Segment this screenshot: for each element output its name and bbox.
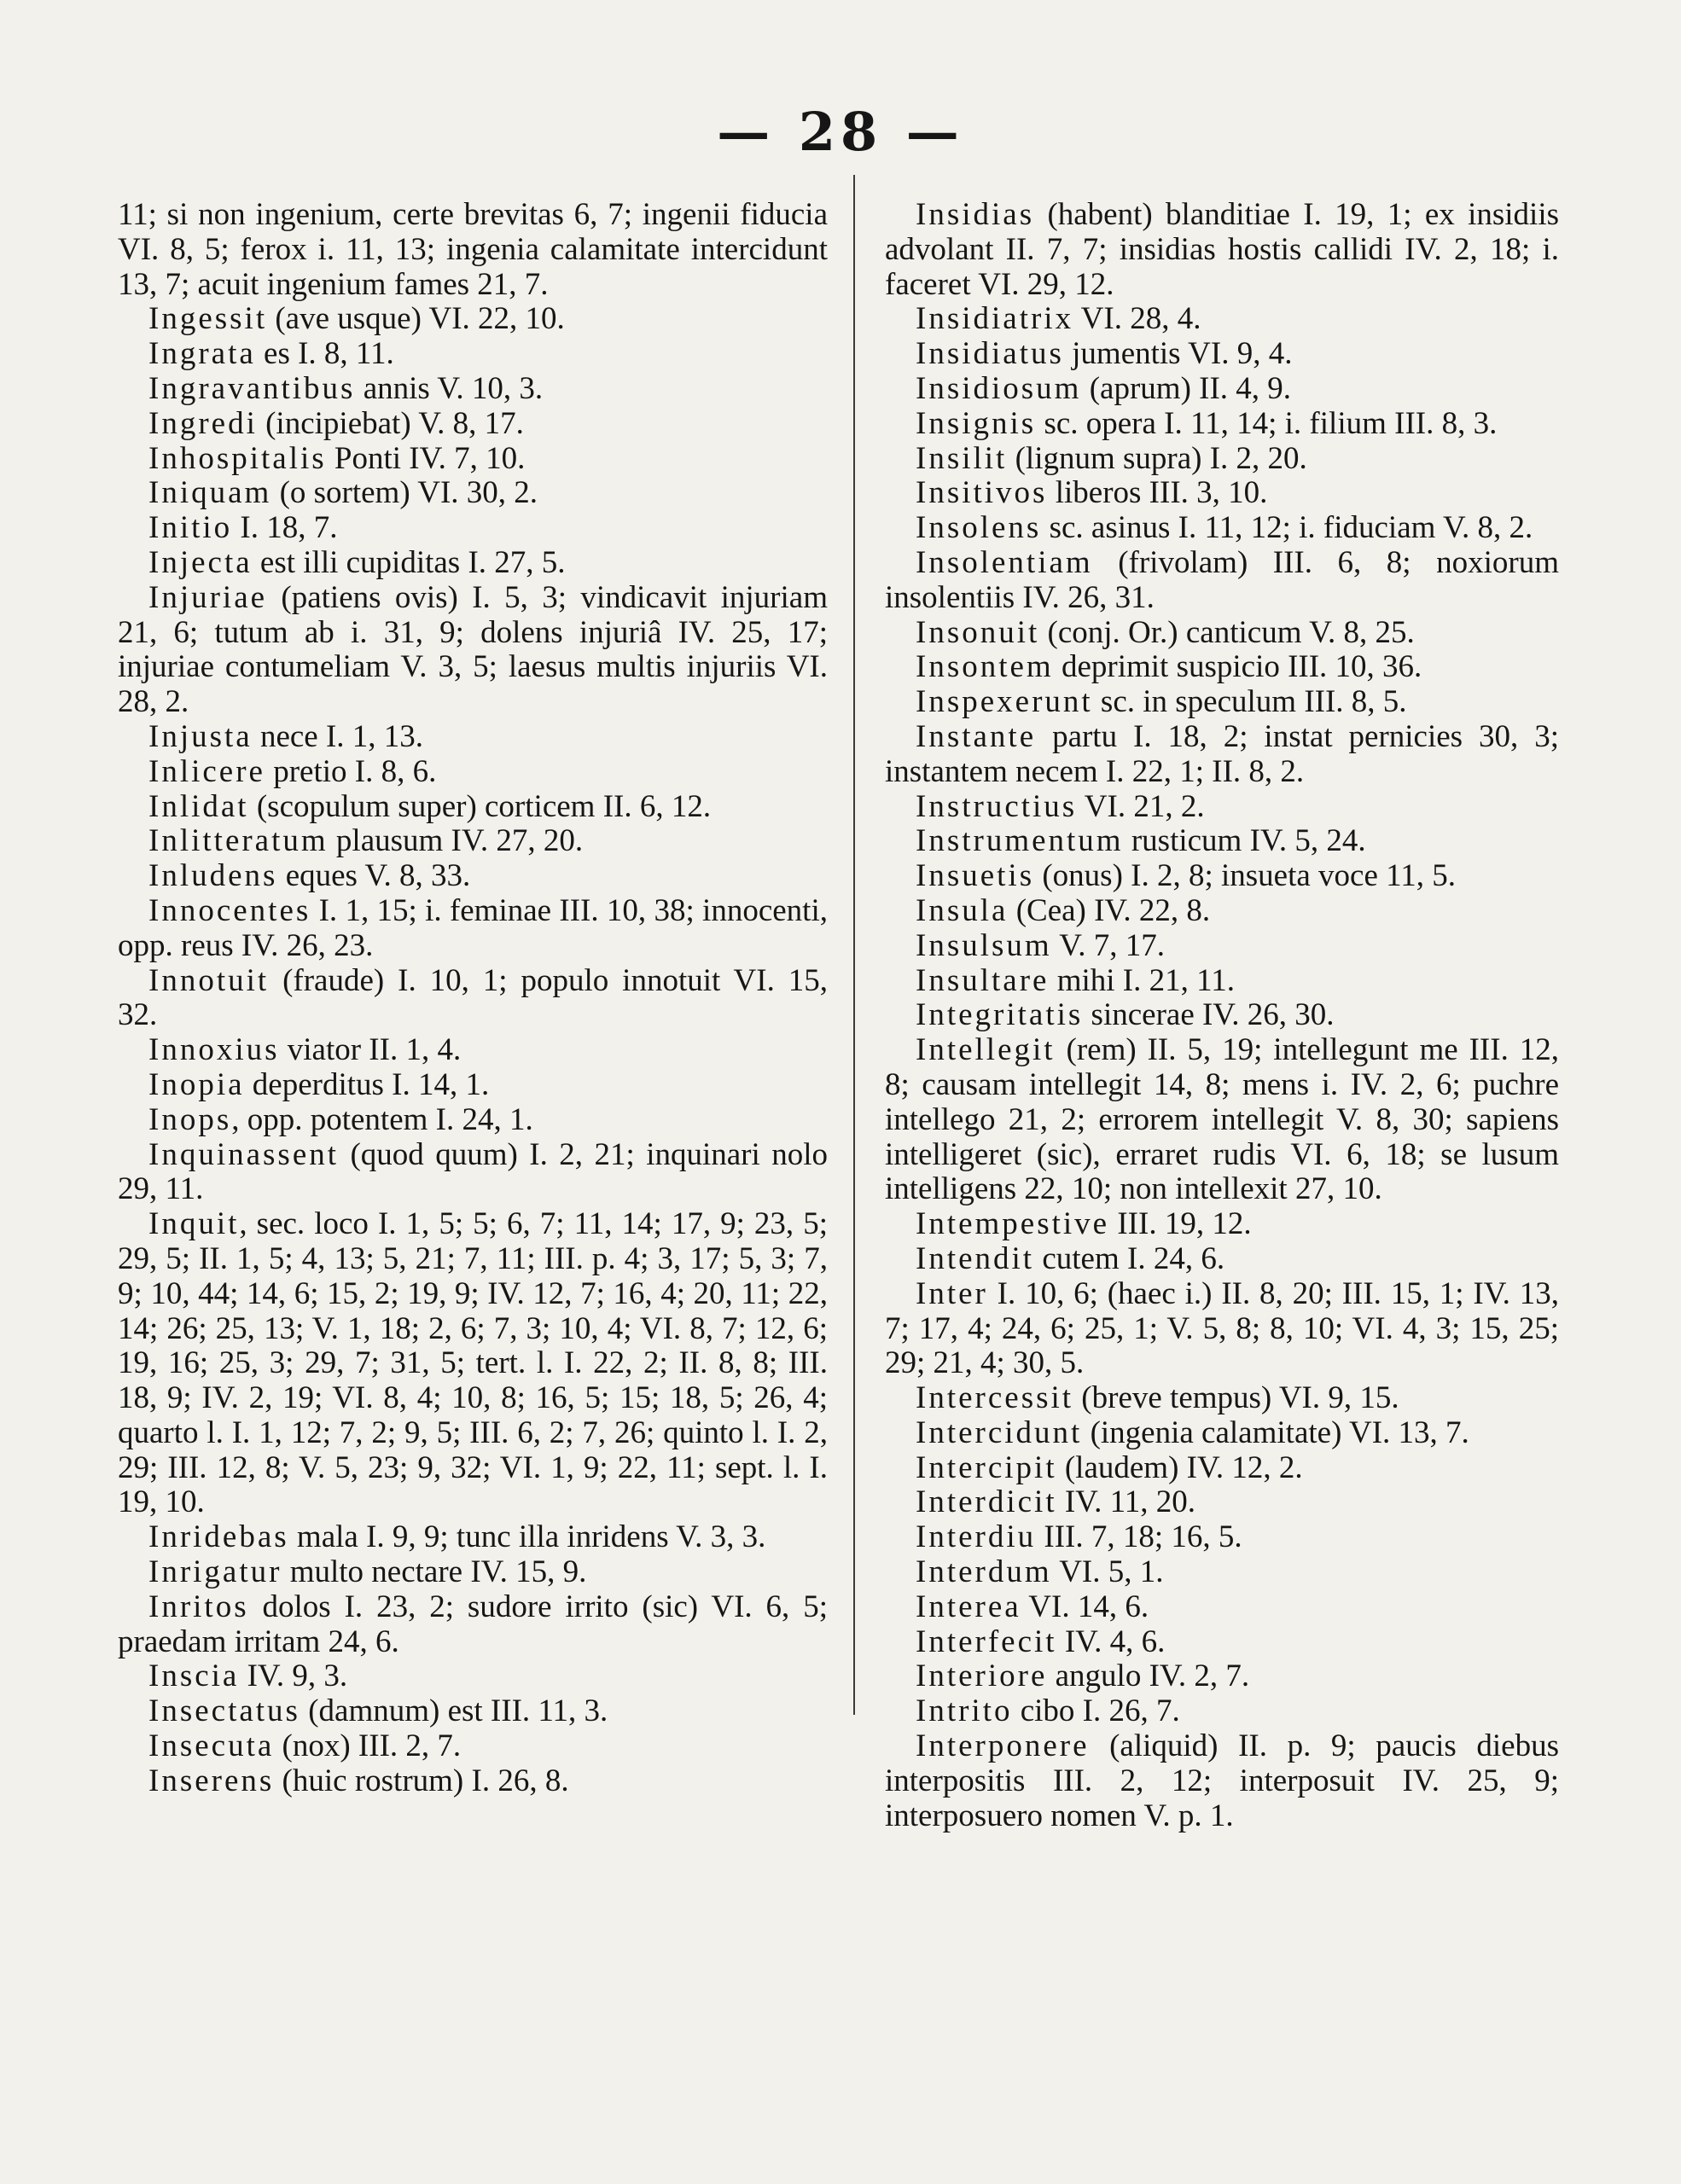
headword: Integritatis bbox=[916, 997, 1084, 1033]
headword: Insignis bbox=[916, 405, 1037, 441]
entry-text: mala I. 9, 9; tunc illa inridens V. 3, 3. bbox=[288, 1519, 766, 1555]
headword: Interponere bbox=[916, 1728, 1090, 1764]
headword: Insectatus bbox=[148, 1693, 300, 1729]
entry-text: (ingenia calamitate) VI. 13, 7. bbox=[1082, 1414, 1469, 1450]
index-column-right bbox=[885, 198, 1559, 1833]
index-entry bbox=[885, 1590, 1559, 1625]
index-entry bbox=[118, 1555, 828, 1590]
index-entry bbox=[885, 372, 1559, 407]
index-entry bbox=[118, 546, 828, 581]
page-number: — 28 — bbox=[717, 101, 964, 163]
entry-text: plausum IV. 27, 20. bbox=[328, 823, 584, 859]
entry-text: (conj. Or.) canticum V. 8, 25. bbox=[1039, 614, 1415, 650]
index-entry bbox=[118, 1103, 828, 1138]
entry-text: (scopulum super) corticem II. 6, 12. bbox=[248, 788, 712, 824]
index-entry bbox=[118, 964, 828, 1034]
entry-text: sincerae IV. 26, 30. bbox=[1083, 997, 1335, 1033]
headword: Insula bbox=[916, 892, 1009, 928]
headword: Insecuta bbox=[148, 1728, 275, 1764]
headword: Instante bbox=[916, 718, 1037, 754]
index-entry bbox=[118, 1729, 828, 1764]
headword: Intrito bbox=[916, 1693, 1013, 1729]
headword: Innotuit bbox=[148, 962, 270, 998]
entry-text: es I. 8, 11. bbox=[255, 336, 394, 372]
headword: Initio bbox=[148, 510, 233, 546]
entry-text: I. 10, 6; (haec i.) II. 8, 20; III. 15, 1; IV. 13, 7; 17, 4; 24, 6; 25, 1; V. 5, 8; 8, 10; VI. 4, 3; 15, 25; 29; 21, 4; 30, 5. bbox=[885, 1275, 1559, 1381]
index-entry bbox=[118, 790, 828, 825]
entry-text: (onus) I. 2, 8; insueta voce 11, 5. bbox=[1034, 858, 1457, 894]
index-entry bbox=[118, 1764, 828, 1799]
headword: Insultare bbox=[916, 962, 1050, 998]
entry-text: partu I. 18, 2; instat pernicies 30, 3; instantem necem I. 22, 1; II. 8, 2. bbox=[885, 718, 1559, 789]
entry-text: annis V. 10, 3. bbox=[355, 370, 544, 406]
entry-text: III. 19, 12. bbox=[1109, 1206, 1252, 1242]
index-entry bbox=[118, 1033, 828, 1068]
index-entry bbox=[118, 1590, 828, 1660]
entry-text: (ave usque) VI. 22, 10. bbox=[267, 301, 565, 337]
headword: Interfecit bbox=[916, 1623, 1057, 1659]
entry-text: dolos I. 23, 2; sudore irrito (sic) VI. 6, 5; praedam irritam 24, 6. bbox=[118, 1589, 828, 1659]
headword: Insulsum bbox=[916, 927, 1052, 963]
index-entry bbox=[885, 929, 1559, 964]
headword: Insidias bbox=[916, 197, 1035, 232]
index-entry bbox=[885, 546, 1559, 616]
headword: Inspexerunt bbox=[916, 684, 1093, 720]
index-entry bbox=[118, 1520, 828, 1555]
headword: Inquinassent bbox=[148, 1136, 340, 1172]
index-entry bbox=[885, 1207, 1559, 1242]
headword: Interdum bbox=[916, 1554, 1052, 1590]
index-entry bbox=[118, 407, 828, 442]
entry-text: (patiens ovis) I. 5, 3; vindicavit injuriam 21, 6; tutum ab i. 31, 9; dolens injuriâ IV. 25, 17; injuriae contumeliam V. 3, 5; laesus multis injuriis VI. 28, 2. bbox=[118, 579, 828, 720]
headword: Inlidat bbox=[148, 788, 249, 824]
index-entry bbox=[118, 372, 828, 407]
entry-text: , sec. loco I. 1, 5; 5; 6, 7; 11, 14; 17, 9; 23, 5; 29, 5; II. 1, 5; 4, 13; 5, 21; 7, 11; III. p. 4; 3, 17; 5, 3; 7, 9; 10, 44; 14, 6; 15, 2; 19, 9; IV. 12, 7; 16, 4; 20, 11; 22, 14; 26; 25, 13; V. 1, 18; 2, 6; 7, 3; 10, 4; VI. 8, 7; 12, 6; 19, 16; 25, 3; 29, 7; 31, 5; tert. l. I. 22, 2; II. 8, 8; III. 18, 9; IV. 2, 19; VI. 8, 4; 10, 8; 16, 5; 15; 18, 5; 26, 4; quarto l. I. 1, 12; 7, 2; 9, 5; III. 6, 2; 7, 26; quinto l. I. 2, 29; III. 12, 8; V. 5, 23; 9, 32; VI. 1, 9; 22, 11; sept. l. I. 19, 10. bbox=[118, 1206, 828, 1520]
entry-text: (Cea) IV. 22, 8. bbox=[1008, 892, 1211, 928]
index-entry bbox=[885, 998, 1559, 1033]
index-entry bbox=[885, 1033, 1559, 1207]
index-entry bbox=[118, 302, 828, 337]
entry-text: pretio I. 8, 6. bbox=[265, 753, 437, 789]
entry-text: nece I. 1, 13. bbox=[252, 718, 424, 754]
index-entry bbox=[885, 894, 1559, 929]
index-entry bbox=[885, 1625, 1559, 1660]
headword: Intercessit bbox=[916, 1380, 1074, 1416]
entry-text: sc. opera I. 11, 14; i. filium III. 8, 3. bbox=[1036, 405, 1498, 441]
index-entry bbox=[118, 1207, 828, 1520]
headword: Inritos bbox=[148, 1589, 249, 1624]
headword: Ingredi bbox=[148, 405, 258, 441]
index-entry bbox=[885, 1520, 1559, 1555]
index-entry bbox=[118, 894, 828, 964]
entry-text: angulo IV. 2, 7. bbox=[1047, 1658, 1250, 1694]
headword: Ingravantibus bbox=[148, 370, 356, 406]
headword: Instructius bbox=[916, 788, 1078, 824]
headword: Inrigatur bbox=[148, 1554, 282, 1590]
index-entry bbox=[885, 198, 1559, 302]
index-entry bbox=[885, 1659, 1559, 1694]
entry-text: V. 7, 17. bbox=[1051, 927, 1165, 963]
index-entry bbox=[885, 337, 1559, 372]
headword: Injecta bbox=[148, 544, 253, 580]
headword: Innocentes bbox=[148, 892, 311, 928]
index-entry bbox=[885, 720, 1559, 790]
headword: Insonuit bbox=[916, 614, 1040, 650]
entry-text: VI. 5, 1. bbox=[1051, 1554, 1164, 1590]
headword: Instrumentum bbox=[916, 823, 1124, 859]
column-divider bbox=[853, 175, 855, 1715]
headword: Intercidunt bbox=[916, 1414, 1083, 1450]
headword: Insolens bbox=[916, 510, 1042, 546]
index-entry bbox=[885, 1485, 1559, 1520]
entry-text: mihi I. 21, 11. bbox=[1049, 962, 1235, 998]
headword: Ingrata bbox=[148, 336, 256, 372]
index-entry bbox=[885, 407, 1559, 442]
entry-text: multo nectare IV. 15, 9. bbox=[282, 1554, 587, 1590]
index-entry bbox=[118, 1138, 828, 1208]
index-entry bbox=[885, 1277, 1559, 1381]
entry-text: I. 18, 7. bbox=[232, 510, 338, 546]
headword: Interiore bbox=[916, 1658, 1048, 1694]
index-entry bbox=[885, 1381, 1559, 1416]
index-entry bbox=[885, 859, 1559, 894]
headword: Inscia bbox=[148, 1658, 240, 1694]
headword: Inlicere bbox=[148, 753, 265, 789]
index-entry bbox=[885, 685, 1559, 720]
index-entry bbox=[885, 616, 1559, 651]
headword: Intellegit bbox=[916, 1032, 1056, 1068]
index-entry bbox=[118, 337, 828, 372]
headword: Insilit bbox=[916, 440, 1008, 476]
index-entry bbox=[885, 964, 1559, 999]
index-entry bbox=[885, 1416, 1559, 1451]
headword: Injusta bbox=[148, 718, 253, 754]
entry-text: III. 7, 18; 16, 5. bbox=[1036, 1519, 1242, 1555]
entry-text: , opp. potentem I. 24, 1. bbox=[231, 1101, 533, 1137]
entry-text: est illi cupiditas I. 27, 5. bbox=[252, 544, 566, 580]
headword: Intercipit bbox=[916, 1449, 1057, 1485]
entry-text: cutem I. 24, 6. bbox=[1034, 1240, 1225, 1276]
headword: Insidiosum bbox=[916, 370, 1082, 406]
headword: Inquit bbox=[148, 1206, 240, 1242]
entry-text: (quod quum) I. 2, 21; inquinari nolo 29, 11. bbox=[118, 1136, 828, 1207]
entry-text: deprimit suspicio III. 10, 36. bbox=[1053, 649, 1422, 685]
headword: Inter bbox=[916, 1275, 988, 1311]
entry-text: IV. 11, 20. bbox=[1056, 1484, 1196, 1520]
entry-text: sc. asinus I. 11, 12; i. fiduciam V. 8, 2. bbox=[1041, 510, 1533, 546]
entry-text: (habent) blanditiae I. 19, 1; ex insidiis advolant II. 7, 7; insidias hostis callidi IV. 2, 18; i. faceret VI. 29, 12. bbox=[885, 197, 1559, 302]
entry-text: (aprum) II. 4, 9. bbox=[1081, 370, 1292, 406]
entry-text: VI. 21, 2. bbox=[1077, 788, 1205, 824]
entry-text: eques V. 8, 33. bbox=[277, 858, 471, 894]
entry-text: (breve tempus) VI. 9, 15. bbox=[1073, 1380, 1399, 1416]
entry-text: VI. 28, 4. bbox=[1073, 301, 1201, 337]
index-entry bbox=[118, 581, 828, 720]
headword: Insuetis bbox=[916, 858, 1035, 894]
entry-text: sc. in speculum III. 8, 5. bbox=[1092, 684, 1407, 720]
index-entry bbox=[885, 302, 1559, 337]
headword: Ingessit bbox=[148, 301, 268, 337]
index-entry bbox=[118, 198, 828, 302]
headword: Interdiu bbox=[916, 1519, 1037, 1555]
headword: Insidiatrix bbox=[916, 301, 1074, 337]
headword: Inops bbox=[148, 1101, 232, 1137]
headword: Innoxius bbox=[148, 1032, 280, 1068]
entry-text: jumentis VI. 9, 4. bbox=[1063, 336, 1293, 372]
index-entry bbox=[885, 1242, 1559, 1277]
entry-text: (aliquid) II. p. 9; paucis diebus interpositis III. 2, 12; interposuit IV. 25, 9; interposuero nomen V. p. 1. bbox=[885, 1728, 1559, 1833]
entry-text: (rem) II. 5, 19; intellegunt me III. 12, 8; causam intellegit 14, 8; mens i. IV. 2, 6; puchre intellego 21, 2; errorem intellegit V. 8, 30; sapiens intelligeret (sic), erraret rudis VI. 6, 18; se lusum intelligens 22, 10; non intellexit 27, 10. bbox=[885, 1032, 1559, 1207]
entry-text: VI. 14, 6. bbox=[1021, 1589, 1149, 1624]
headword: Iniquam bbox=[148, 475, 272, 511]
headword: Inhospitalis bbox=[148, 440, 327, 476]
index-entry bbox=[118, 824, 828, 859]
index-entry bbox=[885, 476, 1559, 511]
index-entry bbox=[118, 1068, 828, 1103]
entry-text: (fraude) I. 10, 1; populo innotuit VI. 15, 32. bbox=[118, 962, 828, 1033]
entry-text: (o sortem) VI. 30, 2. bbox=[271, 475, 538, 511]
entry-text: cibo I. 26, 7. bbox=[1012, 1693, 1180, 1729]
headword: Intempestive bbox=[916, 1206, 1110, 1242]
index-entry bbox=[885, 1451, 1559, 1486]
index-entry bbox=[118, 755, 828, 790]
headword: Insidiatus bbox=[916, 336, 1064, 372]
headword: Inopia bbox=[148, 1066, 245, 1102]
index-entry bbox=[118, 511, 828, 546]
entry-text: (lignum supra) I. 2, 20. bbox=[1007, 440, 1307, 476]
entry-text: (damnum) est III. 11, 3. bbox=[300, 1693, 608, 1729]
headword: Insontem bbox=[916, 649, 1054, 685]
headword: Inlitteratum bbox=[148, 823, 329, 859]
entry-text: I. 1, 15; i. feminae III. 10, 38; innocenti, opp. reus IV. 26, 23. bbox=[118, 892, 828, 963]
entry-text: IV. 9, 3. bbox=[239, 1658, 348, 1694]
headword: Interea bbox=[916, 1589, 1021, 1624]
index-entry bbox=[118, 859, 828, 894]
index-entry bbox=[885, 442, 1559, 477]
entry-text: (frivolam) III. 6, 8; noxiorum insolentiis IV. 26, 31. bbox=[885, 544, 1559, 615]
entry-text: liberos III. 3, 10. bbox=[1047, 475, 1268, 511]
entry-text: 11; si non ingenium, certe brevitas 6, 7; ingenii fiducia VI. 8, 5; ferox i. 11, 13; ingenia calamitate intercidunt 13, 7; acuit ingenium fames 21, 7. bbox=[118, 197, 828, 302]
entry-text: IV. 4, 6. bbox=[1056, 1623, 1166, 1659]
index-entry bbox=[118, 476, 828, 511]
entry-text: viator II. 1, 4. bbox=[279, 1032, 462, 1068]
index-entry bbox=[118, 442, 828, 477]
entry-text: (laudem) IV. 12, 2. bbox=[1056, 1449, 1303, 1485]
index-entry bbox=[885, 650, 1559, 685]
headword: Interdicit bbox=[916, 1484, 1057, 1520]
index-entry bbox=[118, 1659, 828, 1694]
index-entry bbox=[885, 1555, 1559, 1590]
index-entry bbox=[885, 824, 1559, 859]
entry-text: Ponti IV. 7, 10. bbox=[326, 440, 526, 476]
index-entry bbox=[885, 511, 1559, 546]
index-column-left bbox=[118, 198, 828, 1799]
index-entry bbox=[885, 1729, 1559, 1833]
index-entry bbox=[118, 1694, 828, 1729]
index-entry bbox=[885, 1694, 1559, 1729]
entry-text: (huic rostrum) I. 26, 8. bbox=[274, 1763, 569, 1798]
index-entry bbox=[118, 720, 828, 755]
headword: Intendit bbox=[916, 1240, 1035, 1276]
entry-text: (nox) III. 2, 7. bbox=[274, 1728, 462, 1764]
entry-text: deperditus I. 14, 1. bbox=[244, 1066, 490, 1102]
headword: Inridebas bbox=[148, 1519, 289, 1555]
headword: Inserens bbox=[148, 1763, 275, 1798]
headword: Insitivos bbox=[916, 475, 1048, 511]
index-entry bbox=[885, 790, 1559, 825]
headword: Insolentiam bbox=[916, 544, 1093, 580]
headword: Injuriae bbox=[148, 579, 268, 615]
entry-text: rusticum IV. 5, 24. bbox=[1123, 823, 1366, 859]
headword: Inludens bbox=[148, 858, 278, 894]
entry-text: (incipiebat) V. 8, 17. bbox=[257, 405, 524, 441]
